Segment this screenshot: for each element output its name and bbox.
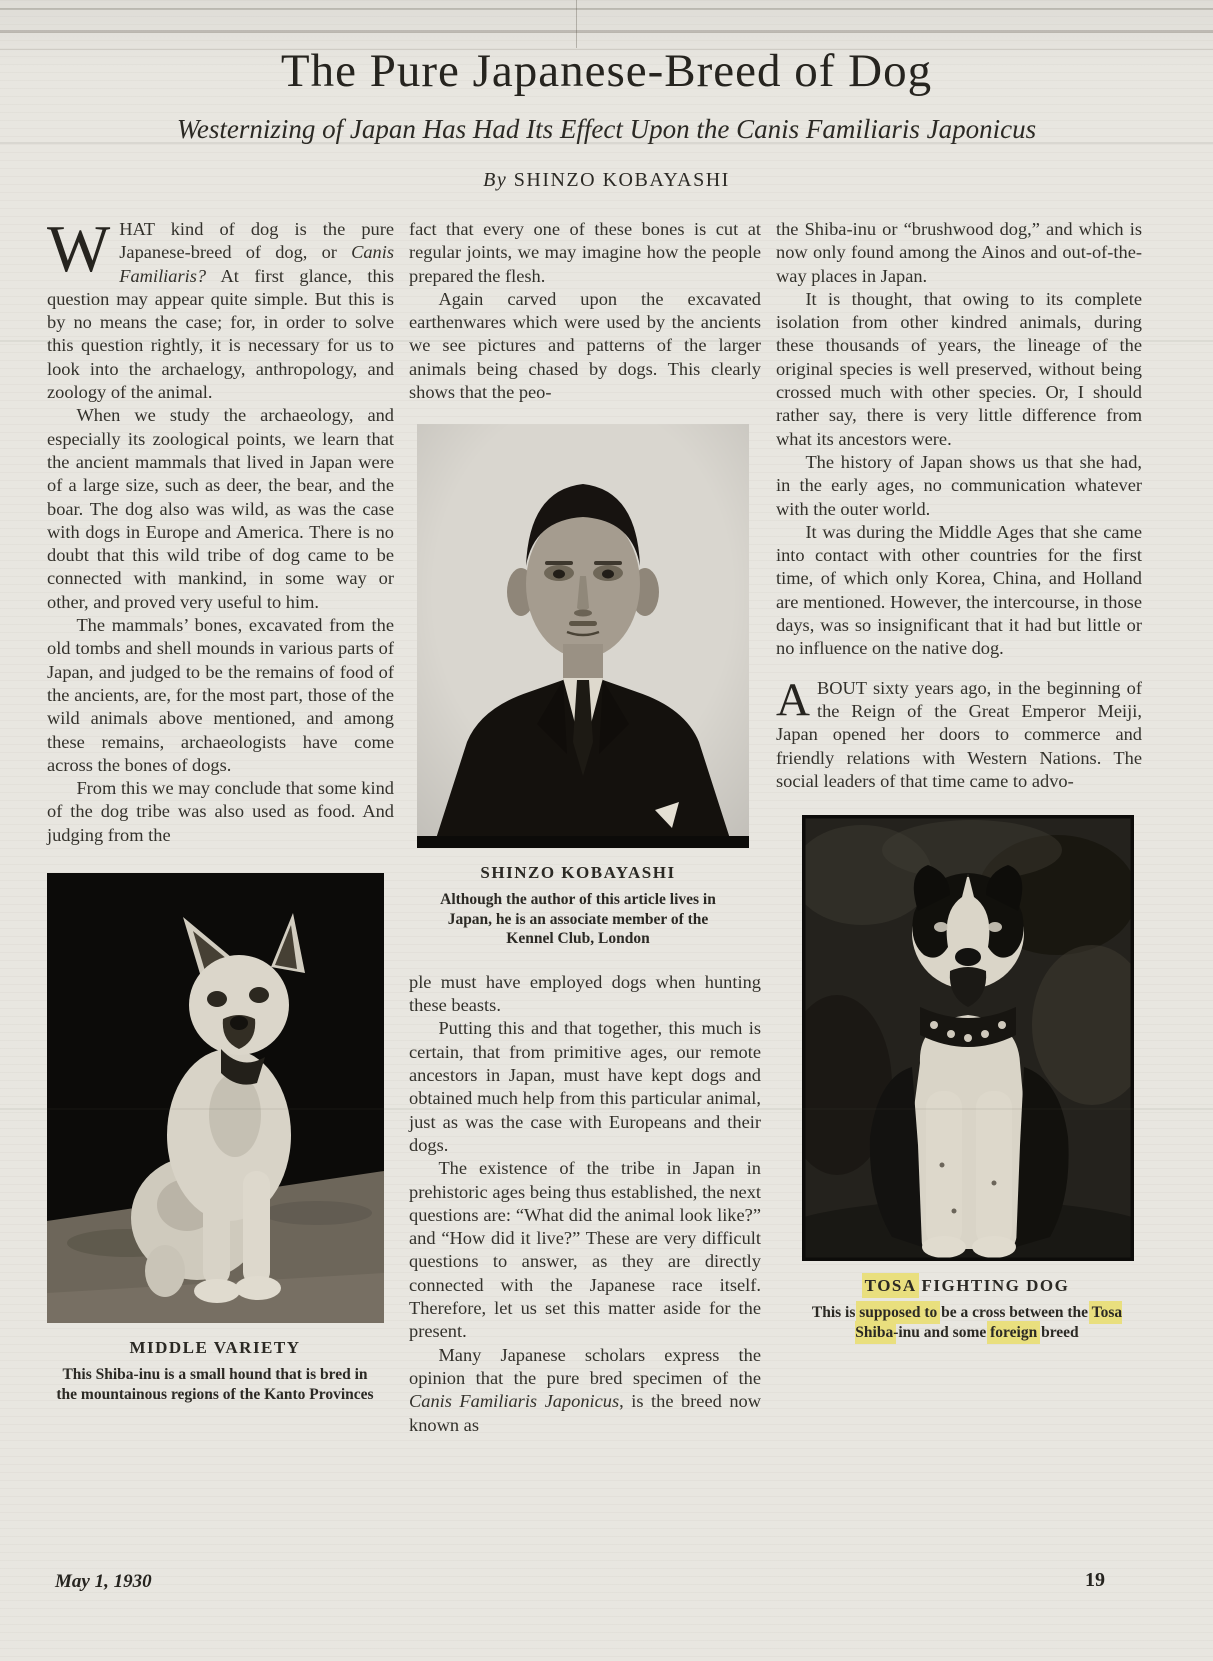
photo-shiba-inu — [47, 873, 384, 1323]
page-title: The Pure Japanese-Breed of Dog — [280, 45, 933, 97]
paragraph: It is thought, that owing to its complete isolation from other kindred animals, during these thousands of years, the lineage of the original species is well preserved, without being crossed much with other species. Or, I should rather say, there is very little difference from what its ancestors were. — [776, 288, 1142, 449]
paragraph: Again carved upon the excavated earthenwares which were used by the ancients we see pictures and patterns of the larger animals being chased by dogs. This clearly shows that the peo- — [409, 288, 761, 403]
dropcap-letter: W — [47, 212, 111, 286]
page-subtitle: Westernizing of Japan Has Had Its Effect Upon the Canis Familiaris Japonicus — [176, 114, 1037, 144]
column-left — [47, 212, 394, 1437]
paragraph: The existence of the tribe in Japan in prehistoric ages being thus established, the next questions are: “What did the animal look like?” and “How did it live?” These are very difficult questions to answer, as they are directly connected with the Japanese race itself. Therefore, let us set this matter aside for the present. — [409, 1158, 761, 1342]
photo-caption — [423, 863, 733, 949]
paragraph: When we study the archaeology, and especially its zoological points, we learn that the ancient mammals that lived in Japan were of a large size, such as deer, the bear, and the boar. The dog also was wild, as was the case with dogs in Europe and America. There is no doubt that this wild tribe of dog came to be connected with mankind, in some way or other, and proved very useful to him. — [47, 405, 394, 612]
shiba-inu-photo-illustration — [47, 873, 384, 1323]
issue-date: May 1, 1930 — [55, 1571, 152, 1592]
photo-tosa-fighting-dog — [802, 815, 1134, 1261]
paragraph: The history of Japan shows us that she had, in the early ages, no communication whatever with the outer world. — [776, 451, 1142, 519]
portrait-photo-illustration — [417, 424, 749, 848]
column-right — [776, 218, 1142, 1437]
byline: By SHINZO KOBAYASHI — [483, 169, 730, 191]
paragraph: ple must have employed dogs when hunting these beasts. — [409, 971, 761, 1016]
paragraph — [776, 673, 1142, 793]
caption-text: This Shiba-inu is a small hound that is bred in the mountainous regions of the Kanto Provinces — [56, 1366, 374, 1403]
paragraph: From this we may conclude that some kind of the dog tribe was also used as food. And judging from the — [47, 778, 394, 845]
paragraph-text: BOUT sixty years ago, in the beginning of the Reign of the Great Emperor Meiji, Japan opened her doors to commerce and friendly relations with Western Nations. The social leaders of that time came to advo- — [776, 677, 1142, 791]
paragraph: Putting this and that together, this much is certain, that from primitive ages, our remote ancestors in Japan, must have kept dogs and obtained much help from this particular animal, just as was the case with Europeans and their dogs. — [409, 1018, 761, 1155]
paragraph: the Shiba-inu or “brushwood dog,” and which is now only found among the Ainos and out-of-the-way places in Japan. — [776, 219, 1142, 286]
caption-title: MIDDLE VARIETY — [129, 1338, 301, 1358]
caption-text: This is supposed to be a cross between the Tosa Shiba-inu and some foreign breed — [811, 1304, 1123, 1341]
paragraph: Many Japanese scholars express the opinion that the pure bred specimen of the Canis Familiaris Japonicus, is the breed now known as — [409, 1344, 761, 1435]
photo-portrait-shinzo-kobayashi — [417, 424, 749, 848]
photo-caption — [55, 1338, 375, 1404]
paragraph-text: HAT kind of dog is the pure Japanese-breed of dog, or Canis Familiaris? At first glance, this question may appear quite simple. But this is by no means the case; for, in order to solve this question rightly, it is necessary for us to look into the archaelogy, anthropology, and zoology of the animal. — [47, 219, 394, 403]
paragraph: The mammals’ bones, excavated from the old tombs and shell mounds in various parts of Japan, and judged to be the remains of food of the ancients, are, for the most part, those of the wild animals above mentioned, and among these remains, archaeologists have come across the bones of dogs. — [47, 615, 394, 775]
caption-title: TOSA FIGHTING DOG — [864, 1276, 1070, 1296]
article-columns — [47, 212, 1142, 1437]
paragraph: fact that every one of these bones is cut at regular joints, we may imagine how the people prepared the flesh. — [409, 219, 761, 286]
photo-caption — [802, 1276, 1132, 1342]
dropcap-letter: A — [776, 673, 810, 726]
paragraph — [47, 212, 394, 404]
paragraph: It was during the Middle Ages that she came into contact with other countries for the first time, of which only Korea, China, and Holland are mentioned. However, the intercourse, in those days, was so insignificant that it had but little or no influence on the native dog. — [776, 521, 1142, 659]
caption-text: Although the author of this article lives in Japan, he is an associate member of the Kennel Club, London — [440, 891, 716, 948]
column-center — [409, 218, 761, 1437]
caption-title: SHINZO KOBAYASHI — [480, 863, 676, 883]
article-header — [0, 0, 1213, 192]
tosa-dog-photo-illustration — [802, 815, 1134, 1261]
page-number: 19 — [1085, 1569, 1105, 1591]
